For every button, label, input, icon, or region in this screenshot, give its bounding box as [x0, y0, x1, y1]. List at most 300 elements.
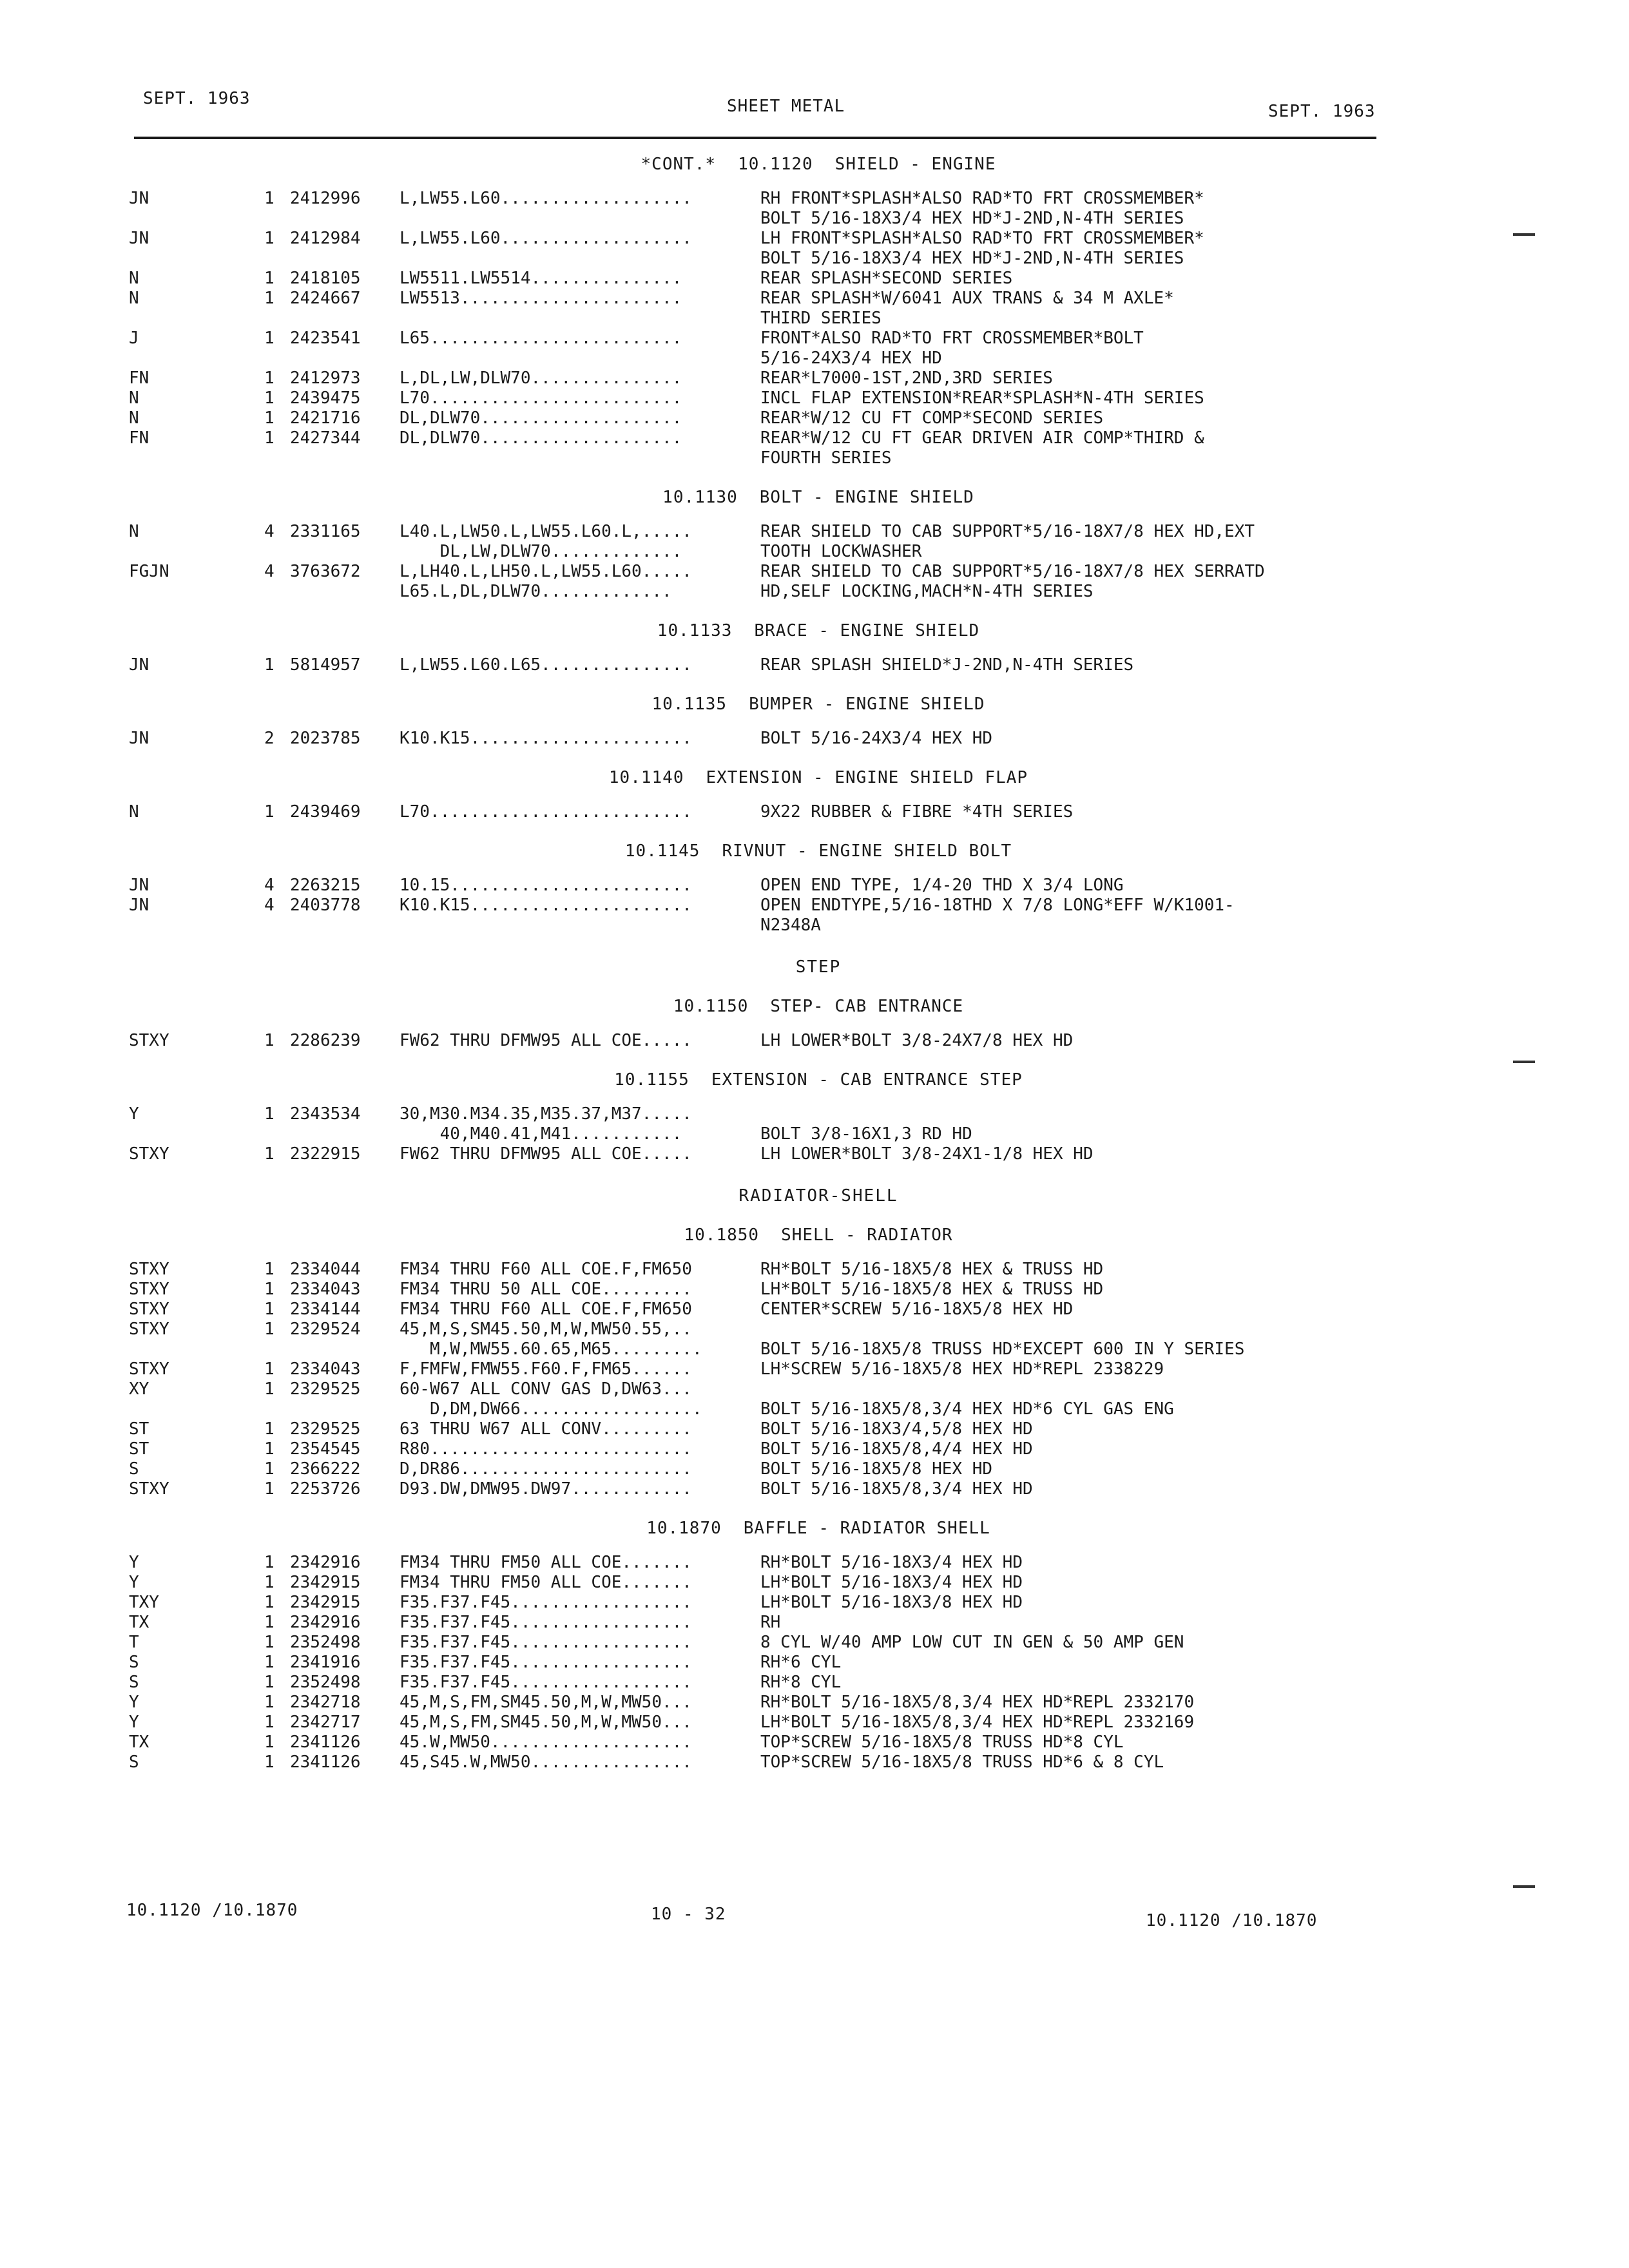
cell-qty: 1: [264, 1360, 275, 1379]
cell-qty: [264, 916, 290, 936]
cell-models: FM34 THRU 50 ALL COE.........: [400, 1280, 692, 1299]
cell-part: 2341916: [290, 1653, 361, 1672]
section-heading: [122, 155, 1514, 175]
cell-codes: T: [129, 1633, 139, 1652]
cell-qty: 1: [264, 1320, 275, 1339]
cell-qty: 1: [264, 1280, 275, 1299]
cell-qty: 1: [264, 1593, 275, 1612]
parts-row: [122, 1419, 1514, 1439]
header-title: SHEET METAL: [727, 97, 845, 116]
cell-models: F,FMFW,FMW55.F60.F,FM65......: [400, 1360, 692, 1379]
section-number: 10.1135: [651, 695, 728, 714]
cell-qty: [264, 582, 290, 602]
cell-codes: [122, 309, 264, 329]
cell-qty: 1: [264, 1713, 275, 1732]
cell-qty: 1: [264, 329, 275, 348]
group-title: STEP: [795, 957, 842, 977]
header-right-date: SEPT. 1963: [1268, 102, 1376, 121]
parts-row: [122, 655, 1514, 675]
cell-desc: FRONT*ALSO RAD*TO FRT CROSSMEMBER*BOLT: [760, 329, 1144, 348]
cell-codes: N: [129, 522, 139, 541]
cell-desc: BOLT 5/16-18X5/8,3/4 HEX HD: [760, 1479, 1033, 1499]
cell-codes: [122, 1124, 264, 1144]
cell-qty: 1: [264, 1633, 275, 1652]
cell-codes: [122, 1340, 264, 1360]
header-left-date: SEPT. 1963: [143, 89, 251, 108]
cell-desc: BOLT 5/16-24X3/4 HEX HD: [760, 729, 993, 748]
cell-qty: [264, 1399, 290, 1419]
cell-desc: OPEN ENDTYPE,5/16-18THD X 7/8 LONG*EFF W/K1001-: [760, 896, 1235, 915]
parts-row: [122, 1653, 1514, 1673]
cell-models: DL,DLW70....................: [400, 408, 682, 428]
parts-row: [122, 1479, 1514, 1499]
cell-part: 2334144: [290, 1300, 361, 1319]
parts-list: [122, 155, 1514, 1773]
cell-codes: N: [129, 408, 139, 428]
cell-part: [290, 916, 400, 936]
cell-part: 2341126: [290, 1753, 361, 1772]
cell-desc: BOLT 5/16-18X3/4,5/8 HEX HD: [760, 1419, 1033, 1439]
cell-part: 2418105: [290, 269, 361, 288]
cell-codes: N: [129, 289, 139, 308]
parts-row: [122, 1379, 1514, 1399]
cell-qty: 1: [264, 1479, 275, 1499]
section-heading: [122, 1519, 1514, 1539]
parts-row: [122, 1633, 1514, 1653]
cell-qty: 1: [264, 1260, 275, 1279]
parts-row: [122, 189, 1514, 209]
cell-codes: STXY: [129, 1031, 169, 1050]
cell-codes: FN: [129, 428, 149, 448]
cell-qty: 1: [264, 408, 275, 428]
cell-part: 2343534: [290, 1104, 361, 1124]
cell-codes: JN: [129, 896, 149, 915]
cell-qty: 4: [264, 896, 275, 915]
cell-codes: ST: [129, 1439, 149, 1459]
cell-part: 2439475: [290, 389, 361, 408]
parts-row: [122, 1753, 1514, 1773]
section-name: SHELL - RADIATOR: [781, 1225, 953, 1245]
cell-part: 2334044: [290, 1260, 361, 1279]
cell-desc: BOLT 5/16-18X5/8,3/4 HEX HD*6 CYL GAS ENG: [760, 1399, 1174, 1419]
cell-part: 2342916: [290, 1613, 361, 1632]
cell-part: [290, 349, 400, 369]
cell-desc: REAR*W/12 CU FT COMP*SECOND SERIES: [760, 408, 1104, 428]
section-name: BRACE - ENGINE SHIELD: [754, 621, 980, 640]
parts-row: [122, 1144, 1514, 1164]
parts-row: [122, 802, 1514, 822]
section-heading: [122, 997, 1514, 1017]
cell-codes: Y: [129, 1713, 139, 1732]
parts-row: [122, 1124, 1514, 1144]
margin-mark: [1513, 1061, 1535, 1063]
cell-models: 45,M,S,FM,SM45.50,M,W,MW50...: [400, 1713, 692, 1732]
cell-codes: [122, 1399, 264, 1419]
cell-part: 2423541: [290, 329, 361, 348]
parts-row: [122, 1553, 1514, 1573]
parts-row: [122, 1459, 1514, 1479]
parts-row: [122, 542, 1514, 562]
cell-codes: STXY: [129, 1300, 169, 1319]
cell-models: FM34 THRU FM50 ALL COE.......: [400, 1553, 692, 1572]
cell-models: F35.F37.F45..................: [400, 1653, 692, 1672]
cell-models: L70.........................: [400, 389, 682, 408]
cell-codes: S: [129, 1459, 139, 1479]
cell-part: 2352498: [290, 1673, 361, 1692]
cell-desc: BOLT 5/16-18X5/8,4/4 HEX HD: [760, 1439, 1033, 1459]
cell-desc: CENTER*SCREW 5/16-18X5/8 HEX HD: [760, 1300, 1074, 1319]
parts-row: [122, 1260, 1514, 1280]
cell-qty: 1: [264, 1379, 275, 1399]
cell-part: 2412996: [290, 189, 361, 208]
cell-qty: [264, 448, 290, 468]
cell-models: [400, 448, 760, 468]
section-number: 10.1870: [646, 1519, 722, 1538]
cell-part: 2403778: [290, 896, 361, 915]
cell-part: 2334043: [290, 1280, 361, 1299]
cell-models: F35.F37.F45..................: [400, 1673, 692, 1692]
cell-models: 40,M40.41,M41...........: [400, 1124, 682, 1144]
cell-qty: 1: [264, 1753, 275, 1772]
cell-desc: LH LOWER*BOLT 3/8-24X1-1/8 HEX HD: [760, 1144, 1094, 1164]
cell-desc: REAR*W/12 CU FT GEAR DRIVEN AIR COMP*THIRD &: [760, 428, 1204, 448]
cell-desc: RH*8 CYL: [760, 1673, 842, 1692]
cell-desc: INCL FLAP EXTENSION*REAR*SPLASH*N-4TH SERIES: [760, 389, 1204, 408]
cell-part: [290, 1124, 400, 1144]
footer-page-number: 10 - 32: [651, 1905, 726, 1924]
cell-models: FM34 THRU F60 ALL COE.F,FM650: [400, 1300, 692, 1319]
cell-models: 45.W,MW50....................: [400, 1733, 692, 1752]
cell-models: D93.DW,DMW95.DW97............: [400, 1479, 692, 1499]
cell-qty: [264, 542, 290, 562]
cell-models: DL,DLW70....................: [400, 428, 682, 448]
section-number: 10.1130: [662, 488, 738, 507]
cell-qty: 4: [264, 876, 275, 895]
cell-models: FW62 THRU DFMW95 ALL COE.....: [400, 1031, 692, 1050]
cell-desc: LH*BOLT 5/16-18X5/8 HEX & TRUSS HD: [760, 1280, 1104, 1299]
cell-models: L70..........................: [400, 802, 692, 822]
cell-codes: JN: [129, 655, 149, 675]
cell-codes: ST: [129, 1419, 149, 1439]
cell-qty: 1: [264, 229, 275, 248]
cell-part: 2366222: [290, 1459, 361, 1479]
cell-qty: 1: [264, 369, 275, 388]
cell-desc: TOP*SCREW 5/16-18X5/8 TRUSS HD*6 & 8 CYL: [760, 1753, 1164, 1772]
cell-models: D,DR86.......................: [400, 1459, 692, 1479]
cell-codes: JN: [129, 729, 149, 748]
cell-models: DL,LW,DLW70.............: [400, 542, 682, 561]
parts-row: [122, 1733, 1514, 1753]
cell-desc: REAR SPLASH*W/6041 AUX TRANS & 34 M AXLE*: [760, 289, 1174, 308]
parts-row: [122, 329, 1514, 349]
cell-desc: LH*SCREW 5/16-18X5/8 HEX HD*REPL 2338229: [760, 1360, 1164, 1379]
parts-row: [122, 428, 1514, 448]
cell-desc: THIRD SERIES: [760, 309, 882, 328]
cell-models: 45,S45.W,MW50................: [400, 1753, 692, 1772]
parts-row: [122, 1693, 1514, 1713]
cell-codes: TX: [129, 1733, 149, 1752]
cell-qty: 1: [264, 1144, 275, 1164]
cell-part: 2329525: [290, 1419, 361, 1439]
parts-row: [122, 269, 1514, 289]
cell-desc: BOLT 5/16-18X3/4 HEX HD*J-2ND,N-4TH SERIES: [760, 209, 1184, 228]
cell-models: L,DL,LW,DLW70...............: [400, 369, 682, 388]
parts-row: [122, 408, 1514, 428]
cell-desc: LH FRONT*SPLASH*ALSO RAD*TO FRT CROSSMEMBER*: [760, 229, 1204, 248]
cell-qty: 1: [264, 389, 275, 408]
cell-codes: JN: [129, 229, 149, 248]
cell-desc: 9X22 RUBBER & FIBRE *4TH SERIES: [760, 802, 1074, 822]
cell-part: 2342718: [290, 1693, 361, 1712]
margin-mark: [1513, 233, 1535, 236]
parts-row: [122, 349, 1514, 369]
cell-desc: REAR SHIELD TO CAB SUPPORT*5/16-18X7/8 HEX HD,EXT: [760, 522, 1255, 541]
cell-qty: 1: [264, 1031, 275, 1050]
cell-codes: XY: [129, 1379, 149, 1399]
cell-models: FM34 THRU F60 ALL COE.F,FM650: [400, 1260, 692, 1279]
cell-desc: REAR*L7000-1ST,2ND,3RD SERIES: [760, 369, 1053, 388]
parts-row: [122, 209, 1514, 229]
cell-part: 2342915: [290, 1573, 361, 1592]
cell-codes: [122, 249, 264, 269]
section-name: EXTENSION - ENGINE SHIELD FLAP: [706, 768, 1028, 787]
section-number: 10.1120: [738, 155, 813, 174]
cell-models: 10.15........................: [400, 876, 692, 895]
cell-desc: REAR SPLASH SHIELD*J-2ND,N-4TH SERIES: [760, 655, 1134, 675]
cell-models: LW5511.LW5514...............: [400, 269, 682, 288]
cell-desc: BOLT 3/8-16X1,3 RD HD: [760, 1124, 972, 1144]
section-number: 10.1155: [614, 1070, 689, 1090]
cell-desc: RH*BOLT 5/16-18X5/8,3/4 HEX HD*REPL 2332170: [760, 1693, 1195, 1712]
parts-row: [122, 448, 1514, 468]
cell-desc: REAR SPLASH*SECOND SERIES: [760, 269, 1013, 288]
cell-qty: 1: [264, 1573, 275, 1592]
cell-desc: [760, 1379, 1495, 1399]
cell-part: 2342717: [290, 1713, 361, 1732]
parts-row: [122, 522, 1514, 542]
section-number: 10.1145: [624, 841, 700, 861]
cell-models: 60-W67 ALL CONV GAS D,DW63...: [400, 1379, 692, 1399]
cell-desc: RH FRONT*SPLASH*ALSO RAD*TO FRT CROSSMEMBER*: [760, 189, 1204, 208]
cell-models: [400, 309, 760, 329]
cell-desc: RH*6 CYL: [760, 1653, 842, 1672]
section-name: SHIELD - ENGINE: [834, 155, 996, 174]
cell-models: M,W,MW55.60.65,M65.........: [400, 1340, 702, 1359]
section-heading: [122, 621, 1514, 641]
parts-row: [122, 1613, 1514, 1633]
cell-part: [290, 582, 400, 602]
cell-models: D,DM,DW66..................: [400, 1399, 702, 1419]
parts-row: [122, 1593, 1514, 1613]
parts-row: [122, 582, 1514, 602]
section-heading: [122, 695, 1514, 715]
cell-codes: [122, 582, 264, 602]
cell-models: L65.........................: [400, 329, 682, 348]
section-number: 10.1850: [684, 1225, 760, 1245]
cell-models: [400, 349, 760, 369]
cell-desc: FOURTH SERIES: [760, 448, 892, 468]
cell-part: 5814957: [290, 655, 361, 675]
parts-row: [122, 1713, 1514, 1733]
cell-part: [290, 1340, 400, 1360]
cell-qty: 1: [264, 289, 275, 308]
cell-models: L65.L,DL,DLW70.............: [400, 582, 672, 601]
parts-row: [122, 369, 1514, 389]
cell-models: F35.F37.F45..................: [400, 1633, 692, 1652]
section-name: EXTENSION - CAB ENTRANCE STEP: [711, 1070, 1023, 1090]
cell-codes: Y: [129, 1693, 139, 1712]
cell-codes: STXY: [129, 1260, 169, 1279]
cell-codes: Y: [129, 1573, 139, 1592]
cell-part: 2354545: [290, 1439, 361, 1459]
parts-row: [122, 1300, 1514, 1320]
cell-codes: S: [129, 1653, 139, 1672]
cell-models: K10.K15......................: [400, 896, 692, 915]
cell-models: F35.F37.F45..................: [400, 1593, 692, 1612]
cell-models: 63 THRU W67 ALL CONV.........: [400, 1419, 692, 1439]
group-title: RADIATOR-SHELL: [738, 1186, 898, 1206]
cell-qty: 2: [264, 729, 275, 748]
cell-models: K10.K15......................: [400, 729, 692, 748]
cell-codes: TX: [129, 1613, 149, 1632]
parts-row: [122, 916, 1514, 936]
cell-models: L,LW55.L60...................: [400, 189, 692, 208]
cell-part: 2263215: [290, 876, 361, 895]
parts-row: [122, 249, 1514, 269]
parts-row: [122, 562, 1514, 582]
cell-codes: JN: [129, 876, 149, 895]
cell-qty: 1: [264, 1459, 275, 1479]
section-heading: [122, 1070, 1514, 1090]
cell-part: 2352498: [290, 1633, 361, 1652]
cell-desc: N2348A: [760, 916, 821, 935]
cell-codes: FGJN: [129, 562, 169, 581]
header-rule: [134, 137, 1376, 139]
cell-qty: [264, 349, 290, 369]
cell-models: [400, 209, 760, 229]
cell-part: 2329524: [290, 1320, 361, 1339]
cell-desc: [760, 1320, 1495, 1340]
cell-desc: LH*BOLT 5/16-18X3/8 HEX HD: [760, 1593, 1023, 1612]
parts-row: [122, 389, 1514, 408]
cell-qty: 1: [264, 1733, 275, 1752]
cell-qty: 1: [264, 1613, 275, 1632]
cell-qty: 1: [264, 1673, 275, 1692]
cell-codes: J: [129, 329, 139, 348]
cell-qty: [264, 309, 290, 329]
cell-codes: [122, 542, 264, 562]
cell-part: [290, 209, 400, 229]
cell-desc: 5/16-24X3/4 HEX HD: [760, 349, 942, 368]
cell-part: 2331165: [290, 522, 361, 541]
cell-desc: HD,SELF LOCKING,MACH*N-4TH SERIES: [760, 582, 1094, 601]
section-name: RIVNUT - ENGINE SHIELD BOLT: [722, 841, 1012, 861]
parts-row: [122, 1104, 1514, 1124]
cell-codes: STXY: [129, 1320, 169, 1339]
cell-desc: LH*BOLT 5/16-18X3/4 HEX HD: [760, 1573, 1023, 1592]
cell-models: FW62 THRU DFMW95 ALL COE.....: [400, 1144, 692, 1164]
cell-part: 2322915: [290, 1144, 361, 1164]
cell-desc: BOLT 5/16-18X3/4 HEX HD*J-2ND,N-4TH SERIES: [760, 249, 1184, 268]
section-heading: [122, 768, 1514, 788]
cell-part: 2427344: [290, 428, 361, 448]
cell-part: [290, 249, 400, 269]
cell-desc: LH*BOLT 5/16-18X5/8,3/4 HEX HD*REPL 2332169: [760, 1713, 1195, 1732]
footer-right-range: 10.1120 /10.1870: [1146, 1911, 1318, 1930]
parts-row: [122, 309, 1514, 329]
cell-codes: FN: [129, 369, 149, 388]
section-prefix: *CONT.*: [641, 155, 717, 174]
parts-row: [122, 289, 1514, 309]
cell-codes: JN: [129, 189, 149, 208]
cell-models: F35.F37.F45..................: [400, 1613, 692, 1632]
section-heading: [122, 1225, 1514, 1245]
cell-models: [400, 249, 760, 269]
parts-row: [122, 1673, 1514, 1693]
section-heading: [122, 841, 1514, 861]
cell-qty: 1: [264, 1653, 275, 1672]
cell-part: 2421716: [290, 408, 361, 428]
cell-qty: 4: [264, 562, 275, 581]
cell-codes: STXY: [129, 1144, 169, 1164]
cell-qty: 1: [264, 1439, 275, 1459]
cell-models: L,LW55.L60...................: [400, 229, 692, 248]
cell-part: 2023785: [290, 729, 361, 748]
cell-part: 2341126: [290, 1733, 361, 1752]
cell-codes: N: [129, 802, 139, 822]
cell-codes: N: [129, 389, 139, 408]
cell-part: 2412973: [290, 369, 361, 388]
parts-row: [122, 896, 1514, 916]
section-number: 10.1140: [608, 768, 684, 787]
section-name: BUMPER - ENGINE SHIELD: [749, 695, 985, 714]
cell-desc: REAR SHIELD TO CAB SUPPORT*5/16-18X7/8 HEX SERRATD: [760, 562, 1265, 581]
section-name: STEP- CAB ENTRANCE: [770, 997, 964, 1016]
parts-row: [122, 1280, 1514, 1300]
cell-codes: STXY: [129, 1360, 169, 1379]
cell-part: 2342915: [290, 1593, 361, 1612]
cell-desc: RH*BOLT 5/16-18X5/8 HEX & TRUSS HD: [760, 1260, 1104, 1279]
parts-row: [122, 1360, 1514, 1379]
cell-codes: S: [129, 1753, 139, 1772]
cell-qty: 1: [264, 1300, 275, 1319]
cell-codes: [122, 209, 264, 229]
cell-models: L,LW55.L60.L65...............: [400, 655, 692, 675]
cell-desc: 8 CYL W/40 AMP LOW CUT IN GEN & 50 AMP GEN: [760, 1633, 1184, 1652]
cell-qty: 1: [264, 189, 275, 208]
cell-part: [290, 1399, 400, 1419]
cell-codes: TXY: [129, 1593, 159, 1612]
cell-codes: N: [129, 269, 139, 288]
parts-row: [122, 1439, 1514, 1459]
cell-qty: [264, 249, 290, 269]
cell-part: 2439469: [290, 802, 361, 822]
cell-qty: 1: [264, 655, 275, 675]
cell-part: 2342916: [290, 1553, 361, 1572]
parts-row: [122, 876, 1514, 896]
cell-codes: [122, 916, 264, 936]
cell-part: 2334043: [290, 1360, 361, 1379]
cell-desc: RH: [760, 1613, 781, 1632]
cell-codes: Y: [129, 1553, 139, 1572]
cell-qty: [264, 1340, 290, 1360]
parts-row: [122, 1031, 1514, 1051]
cell-models: [400, 916, 760, 936]
cell-qty: [264, 1124, 290, 1144]
cell-models: R80..........................: [400, 1439, 692, 1459]
parts-row: [122, 1340, 1514, 1360]
cell-part: 2253726: [290, 1479, 361, 1499]
